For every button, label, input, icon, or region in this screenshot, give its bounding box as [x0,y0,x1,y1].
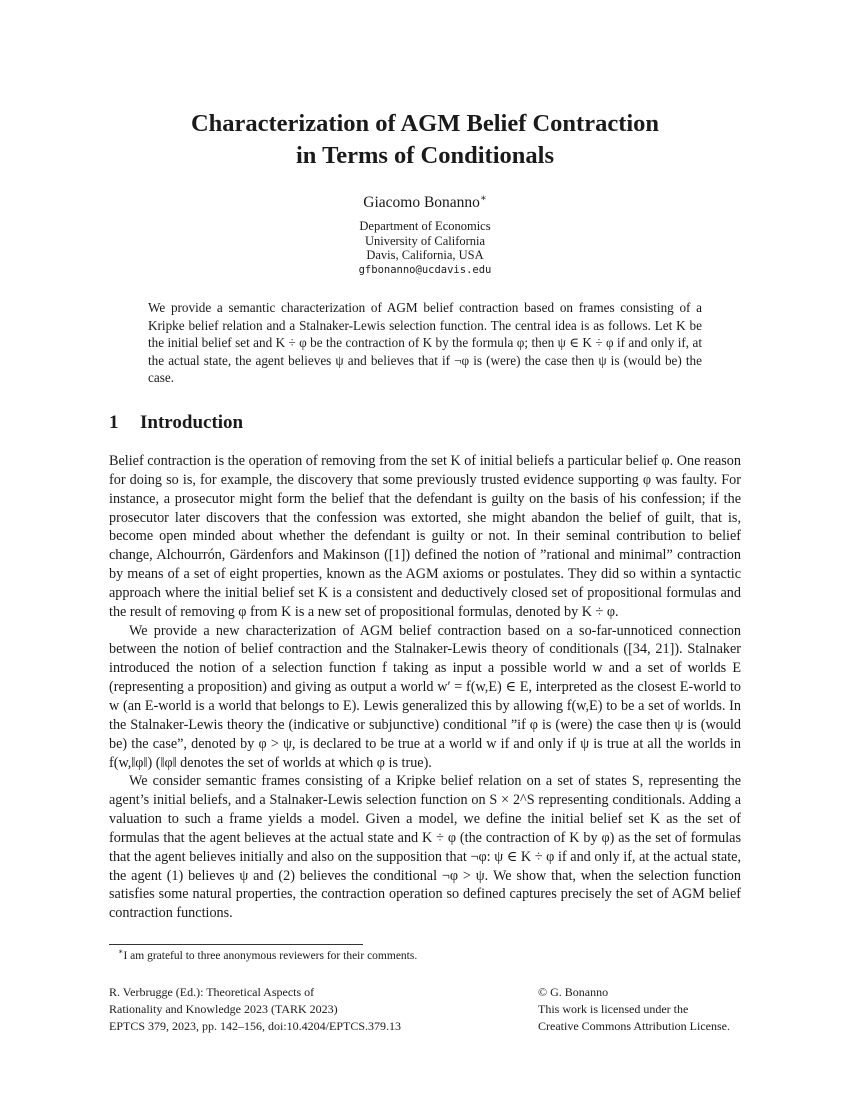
author-footnote-mark: ∗ [479,192,487,204]
footnote [109,949,739,963]
body-paragraph-2: We provide a new characterization of AGM belief contraction based on a so-far-unnoticed connection between the notion of belief contraction and the Stalnaker-Lewis theory of conditionals ([34, 21]). Stalnaker introduced the notion of a selection function f taking as input a possible world w and a set of worlds E (representing a proposition) and giving as output a world w′ = f(w,E) ∈ E, interpreted as the closest E-world to w (an E-world is a world that belongs to E). Lewis generalized this by allowing f(w,E) to be a set of worlds. In the Stalnaker-Lewis theory the (indicative or subjunctive) conditional ”if φ is (were) the case then ψ is (would be) the case”, denoted by φ > ψ, is declared to be true at a world w if and only if ψ is true at all the worlds in f(w,‖φ‖) (‖φ‖ denotes the set of worlds at which φ is true). [109,622,741,771]
body-paragraph-1: Belief contraction is the operation of removing from the set K of initial beliefs a particular belief φ. One reason for doing so is, for example, the discovery that some previously trusted evidence supporting φ was faulty. For instance, a prosecutor might form the belief that the defendant is guilty on the basis of his confession; if the prosecutor later discovers that the confession was extorted, she might abandon the belief of guilt, that is, become open minded about whether the defendant is guilty or not. In their seminal contribution to belief change, Alchourrón, Gärdenfors and Makinson ([1]) defined the notion of ”rational and minimal” contraction by means of a set of eight properties, known as the AGM axioms or postulates. They did so within a syntactic approach where the initial belief set K is a consistent and deductively closed set of propositional formulas and the result of removing φ from K is a new set of propositional formulas, denoted by K ÷ φ. [109,453,741,620]
author-email[interactable]: gfbonanno@ucdavis.edu [358,264,492,276]
footnote-rule [109,944,363,945]
affiliation-line-3: Davis, California, USA [366,248,484,262]
license-info-line-2: This work is licensed under the [538,1002,689,1016]
affiliation-line-1: Department of Economics [359,219,491,233]
publication-info [109,984,489,1035]
body-text [109,452,741,923]
publication-info-line-2: Rationality and Knowledge 2023 (TARK 2023) [109,1002,338,1016]
author-name [0,193,850,213]
section-heading [109,410,243,436]
title-line-2: in Terms of Conditionals [296,142,554,169]
author-name-text: Giacomo Bonanno [363,194,480,211]
abstract: We provide a semantic characterization of AGM belief contraction based on frames consisting of a Kripke belief relation and a Stalnaker-Lewis selection function. The central idea is as follows. Let K be the initial belief set and K ÷ φ be the contraction of K by the formula φ; then ψ ∈ K ÷ φ if and only if, at the actual state, the agent believes ψ and believes that if ¬φ is (were) the case then ψ is (would be) the case. [148,300,702,386]
publication-info-line-3: EPTCS 379, 2023, pp. 142–156, doi:10.4204/EPTCS.379.13 [109,1019,402,1033]
section-title: Introduction [140,412,244,433]
license-info [538,984,758,1035]
section-number: 1 [109,412,119,433]
license-info-line-3: Creative Commons Attribution License. [538,1019,730,1033]
footnote-mark: ∗ [118,947,124,957]
footnote-text: I am grateful to three anonymous reviewers for their comments. [123,950,418,962]
paper-title [0,108,850,172]
affiliation [0,219,850,263]
publication-info-line-1: R. Verbrugge (Ed.): Theoretical Aspects of [109,985,315,999]
body-paragraph-3: We consider semantic frames consisting of a Kripke belief relation on a set of states S, representing the agent’s initial beliefs, and a Stalnaker-Lewis selection function on S × 2^S representing conditionals. Adding a valuation to such a frame yields a model. Given a model, we define the initial belief set K as the set of formulas that the agent believes at the actual state and K ÷ φ (the contraction of K by φ) as the set of formulas that the agent believes initially and also on the supposition that ¬φ: ψ ∈ K ÷ φ if and only if, at the actual state, the agent (1) believes ψ and (2) believes the conditional ¬φ > ψ. We show that, when the selection function satisfies some natural properties, the contraction operation so defined captures precisely the set of AGM belief contraction functions. [109,773,741,922]
affiliation-line-2: University of California [364,233,486,248]
title-line-1: Characterization of AGM Belief Contraction [190,110,660,137]
license-info-line-1: © G. Bonanno [538,985,609,999]
